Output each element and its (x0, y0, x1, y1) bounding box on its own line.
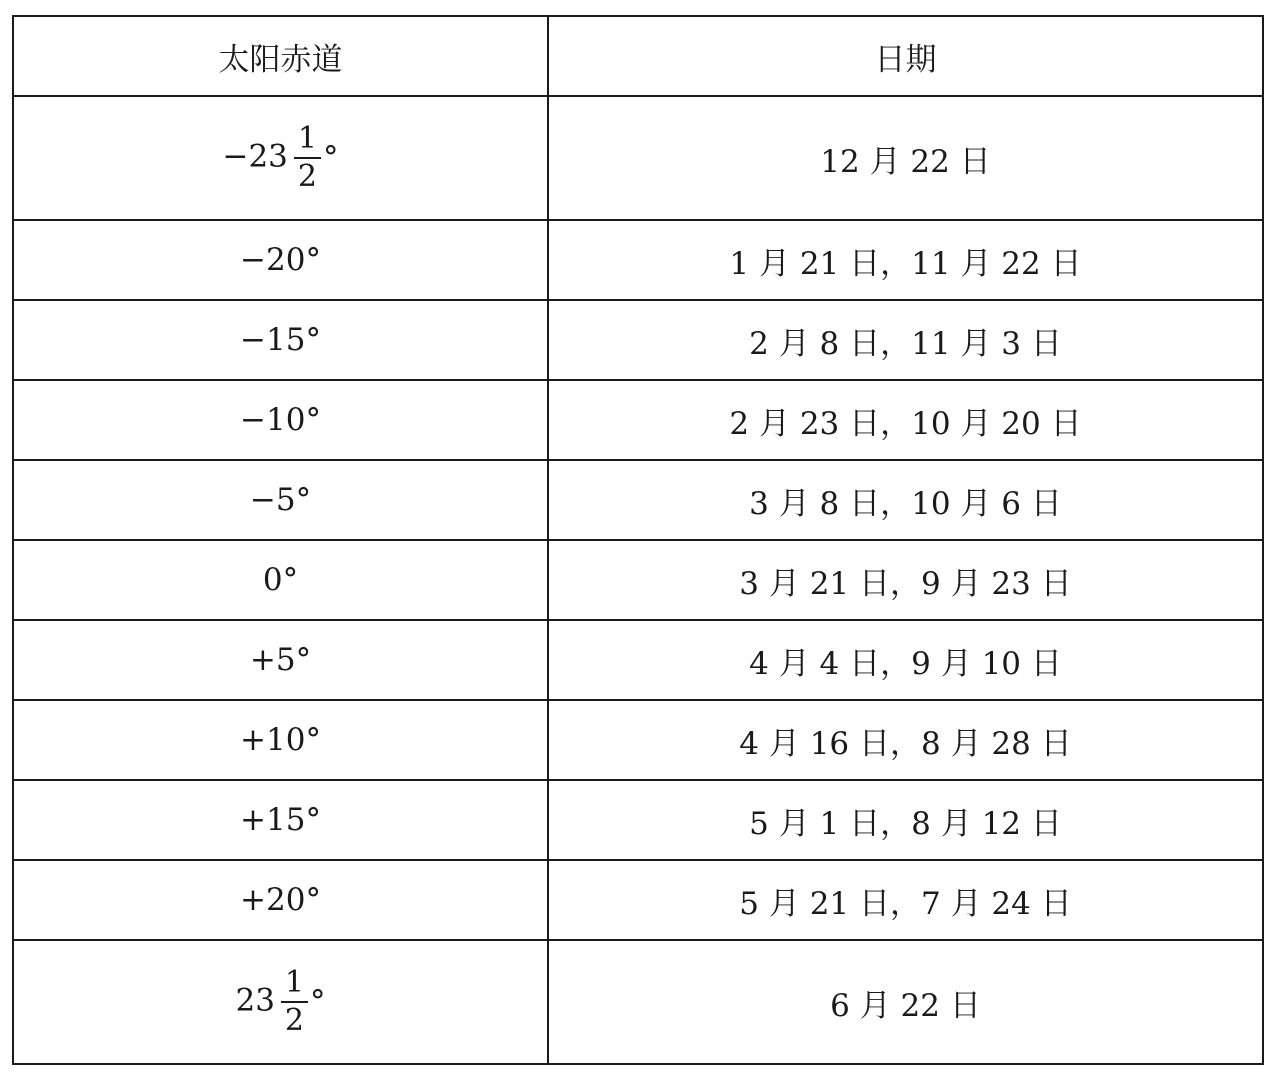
table-row (13, 860, 1263, 940)
fraction-numerator: 1 (281, 965, 308, 1003)
declination-cell: −15° (13, 300, 548, 380)
declination-cell: −5° (13, 460, 548, 540)
table-row (13, 620, 1263, 700)
declination-cell (13, 96, 548, 220)
declination-cell (13, 940, 548, 1064)
table-row (13, 380, 1263, 460)
date-cell: 5 月 1 日，8 月 12 日 (548, 780, 1263, 860)
date-cell: 5 月 21 日，7 月 24 日 (548, 860, 1263, 940)
degree-symbol: ° (310, 984, 326, 1020)
declination-cell: +15° (13, 780, 548, 860)
fraction-numerator: 1 (294, 121, 321, 159)
table-row (13, 300, 1263, 380)
table-row (13, 460, 1263, 540)
table-row (13, 220, 1263, 300)
fraction-denominator: 2 (297, 159, 317, 194)
date-cell: 6 月 22 日 (548, 940, 1263, 1064)
fraction (281, 965, 308, 1039)
header-declination: 太阳赤道 (13, 16, 548, 96)
declination-cell: +5° (13, 620, 548, 700)
declination-cell: −20° (13, 220, 548, 300)
table-row (13, 540, 1263, 620)
fraction-denominator: 2 (284, 1003, 305, 1038)
declination-whole: 23 (235, 982, 275, 1019)
declination-date-table (12, 15, 1264, 1065)
declination-cell: +20° (13, 860, 548, 940)
declination-whole: −23 (222, 138, 288, 175)
table-row (13, 700, 1263, 780)
date-cell: 2 月 8 日，11 月 3 日 (548, 300, 1263, 380)
header-date: 日期 (548, 16, 1263, 96)
declination-cell: +10° (13, 700, 548, 780)
degree-symbol: ° (323, 140, 339, 176)
declination-cell: −10° (13, 380, 548, 460)
date-cell: 2 月 23 日，10 月 20 日 (548, 380, 1263, 460)
declination-cell: 0° (13, 540, 548, 620)
date-cell: 1 月 21 日，11 月 22 日 (548, 220, 1263, 300)
date-cell: 12 月 22 日 (548, 96, 1263, 220)
date-cell: 4 月 4 日，9 月 10 日 (548, 620, 1263, 700)
table-row (13, 96, 1263, 220)
date-cell: 3 月 21 日，9 月 23 日 (548, 540, 1263, 620)
date-cell: 3 月 8 日，10 月 6 日 (548, 460, 1263, 540)
table-row (13, 940, 1263, 1064)
fraction (294, 121, 321, 195)
header-row (13, 16, 1263, 96)
table-row (13, 780, 1263, 860)
date-cell: 4 月 16 日，8 月 28 日 (548, 700, 1263, 780)
